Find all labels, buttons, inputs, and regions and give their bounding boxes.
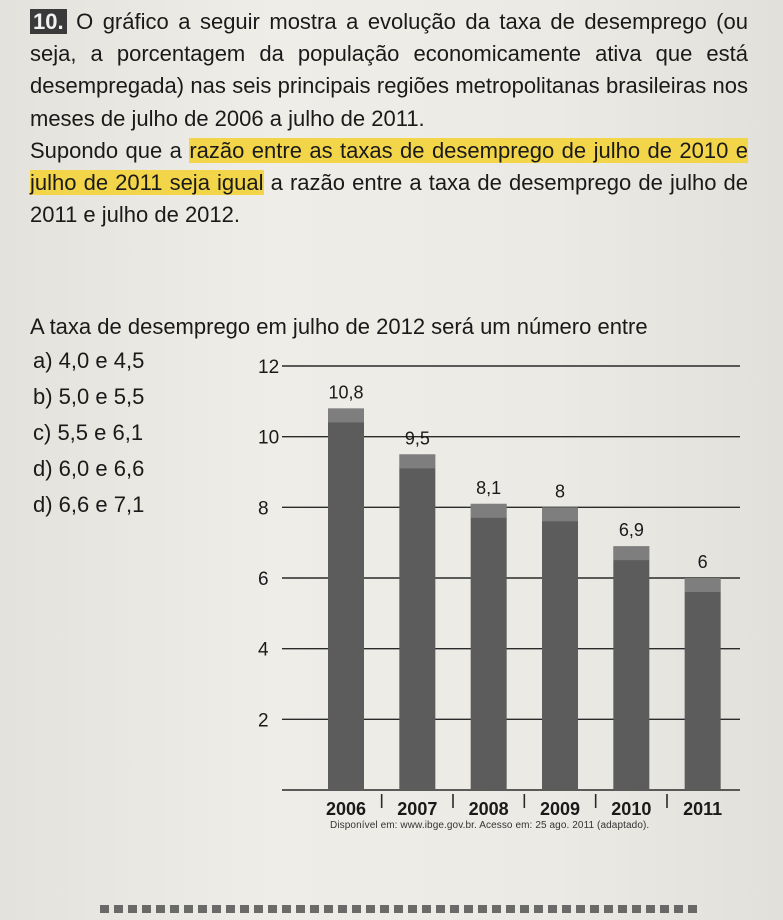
y-tick-label: 6 — [258, 569, 269, 590]
bar-top-shade — [328, 408, 364, 422]
option-c[interactable]: c) 5,5 e 6,1 — [33, 420, 144, 445]
supposition-end: a razão entre a taxa de desemprego de julho de 2011 e julho de 2012. — [30, 170, 748, 228]
x-tick-label: 2009 — [539, 799, 581, 819]
supposition-start: Supondo que a — [30, 137, 190, 163]
bar-top-shade — [542, 507, 578, 521]
bar-value-label: 8 — [554, 481, 566, 502]
y-tick-label: 2 — [258, 710, 269, 732]
option-a[interactable]: a) 4,0 e 4,5 — [33, 348, 145, 373]
option-b[interactable]: b) 5,0 e 5,5 — [33, 384, 145, 409]
question-ask-text: A taxa de desemprego em julho de 2012 será um número entre — [30, 314, 648, 339]
unemployment-bar-chart — [230, 340, 750, 820]
x-tick-label: 2007 — [397, 799, 438, 819]
y-tick-label: 12 — [258, 357, 280, 378]
bar-value-label: 8,1 — [476, 477, 502, 498]
bar-value-label: 10,8 — [328, 382, 364, 403]
bar-2009 — [542, 507, 578, 790]
option-e[interactable]: d) 6,6 e 7,1 — [33, 492, 145, 517]
bar-top-shade — [613, 546, 649, 560]
bar-2011 — [685, 578, 721, 790]
bar-value-label: 9,5 — [404, 428, 430, 449]
y-tick-label: 10 — [258, 427, 280, 449]
bar-value-label: 6,9 — [618, 520, 644, 541]
x-tick-label: 2011 — [683, 799, 723, 819]
bar-2010 — [613, 546, 649, 790]
bar-2006 — [328, 408, 364, 790]
question-text — [30, 6, 748, 264]
y-tick-label: 4 — [258, 639, 269, 661]
highlighted-text: razão entre as taxas de desemprego de julho de 2010 e julho de 2011 seja igual — [30, 137, 748, 196]
source-citation: Disponível em: www.ibge.gov.br. Acesso em: 25 ago. 2011 (adaptado). — [330, 820, 650, 831]
x-tick-label: 2008 — [468, 799, 509, 819]
next-question-cutoff — [100, 905, 700, 913]
y-tick-label: 8 — [258, 498, 269, 520]
bar-2008 — [471, 504, 507, 790]
question-ask — [30, 311, 748, 343]
bar-top-shade — [685, 578, 721, 592]
question-intro: O gráfico a seguir mostra a evolução da taxa de desemprego (ou seja, a porcentagem da população economicamente ativa que está desempregada) nas seis principais regiões metropolitanas brasileiras nos meses de julho de 2006 a julho de 2011. — [30, 9, 748, 131]
option-d[interactable]: d) 6,0 e 6,6 — [33, 456, 145, 481]
x-tick-label: 2010 — [611, 799, 652, 819]
x-tick-label: 2006 — [325, 799, 367, 819]
answer-options — [33, 343, 233, 523]
bar-2007 — [399, 454, 435, 790]
bar-top-shade — [471, 504, 507, 518]
bar-value-label: 6 — [697, 552, 708, 572]
bar-top-shade — [399, 454, 435, 468]
question-number: 10. — [30, 9, 67, 34]
